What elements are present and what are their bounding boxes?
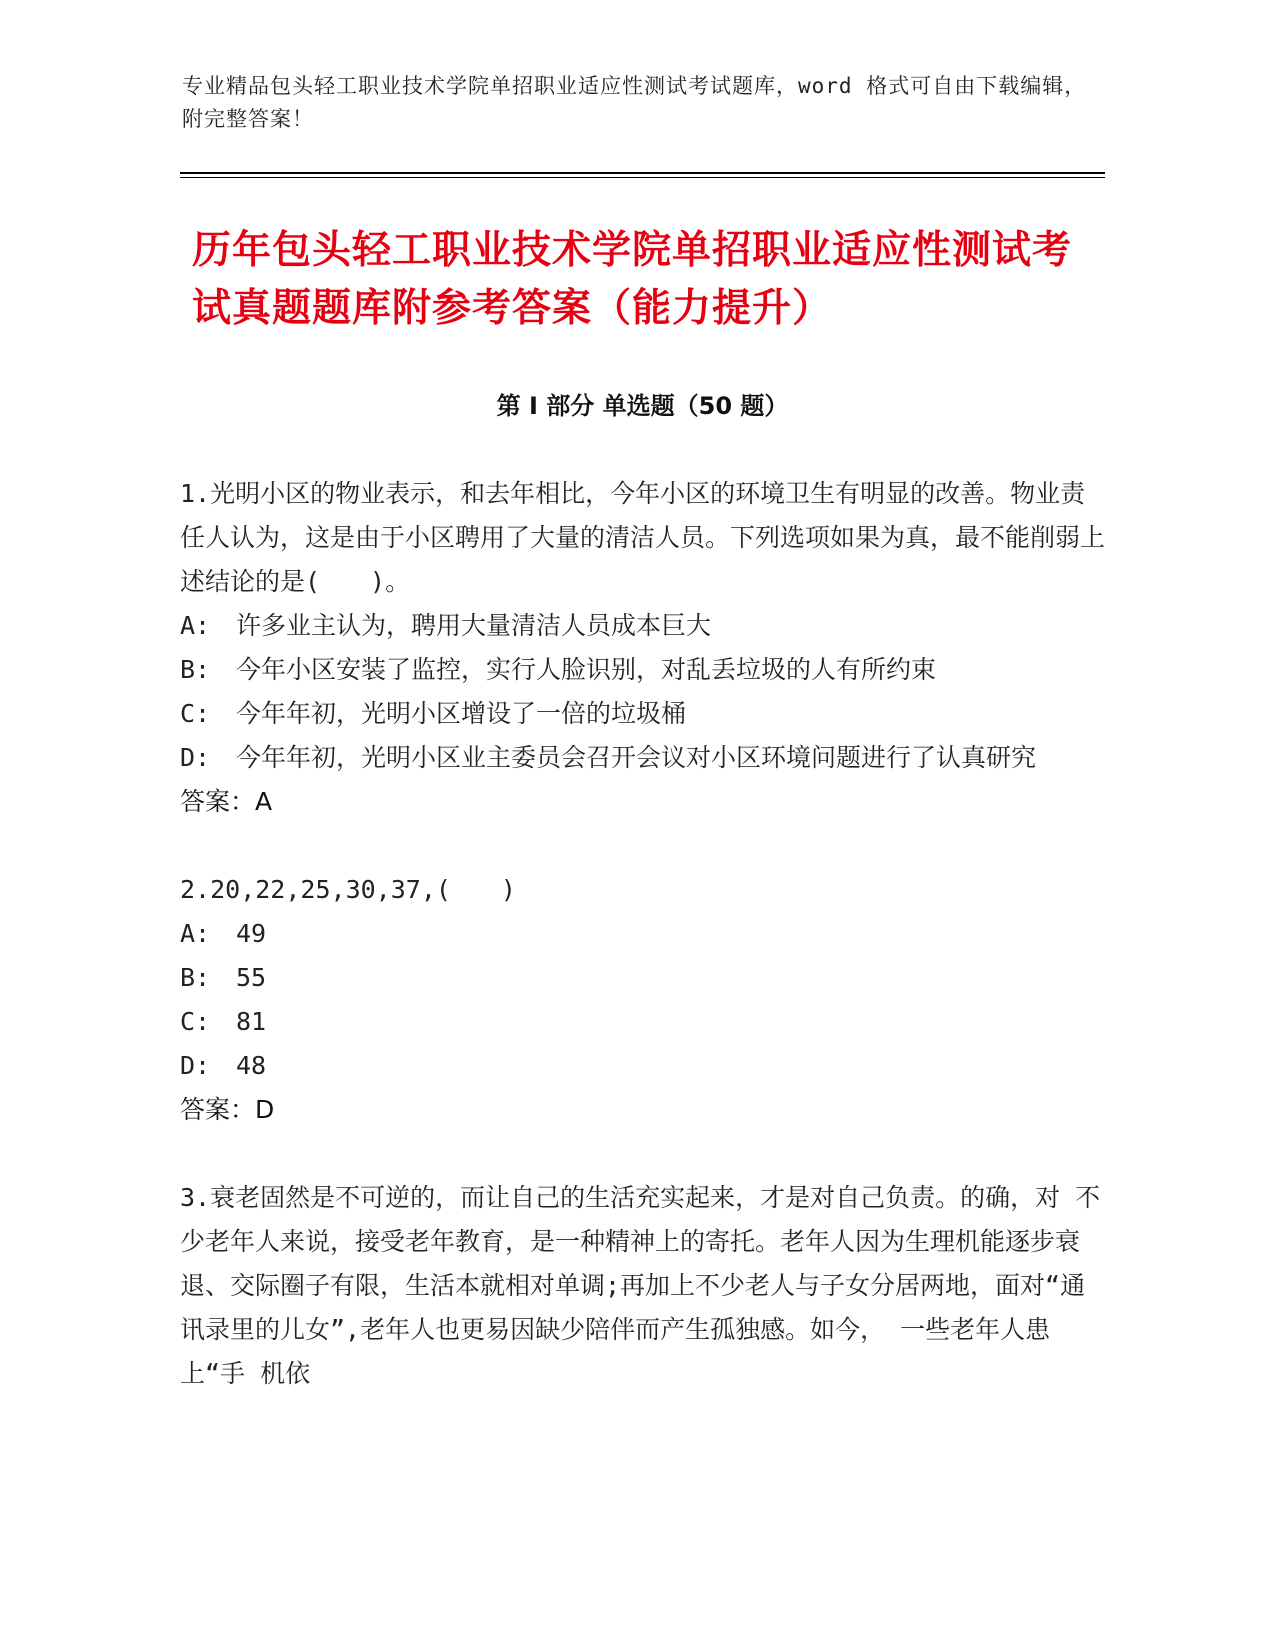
option-text: 81 [236, 1007, 267, 1036]
option-letter: C: [180, 1007, 211, 1036]
answer: 答案：D [180, 1095, 275, 1124]
option-text: 今年年初，光明小区增设了一倍的垃圾桶 [236, 699, 687, 728]
option-letter: A: [180, 919, 211, 948]
option-text: 49 [236, 919, 267, 948]
option-a [180, 604, 1105, 648]
option-b [180, 956, 1105, 1000]
question-2 [180, 868, 1105, 1132]
option-letter: D: [180, 743, 211, 772]
option-text: 48 [236, 1051, 267, 1080]
option-text: 55 [236, 963, 267, 992]
option-text: 今年小区安装了监控，实行人脸识别，对乱丢垃圾的人有所约束 [236, 655, 937, 684]
question-list [180, 472, 1105, 1396]
question-stem: 1.光明小区的物业表示，和去年相比，今年小区的环境卫生有明显的改善。物业责任人认为，这是由于小区聘用了大量的清洁人员。下列选项如果为真，最不能削弱上述结论的是( )。 [180, 479, 1106, 596]
header-divider-thin [180, 177, 1105, 178]
option-d [180, 736, 1105, 780]
option-letter: B: [180, 963, 211, 992]
option-letter: B: [180, 655, 211, 684]
option-a [180, 912, 1105, 956]
section-title: 第 I 部分 单选题（50 题） [496, 392, 789, 420]
document-page [180, 70, 1105, 1440]
option-letter: A: [180, 611, 211, 640]
option-d [180, 1044, 1105, 1088]
header-divider [180, 172, 1105, 174]
option-text: 今年年初，光明小区业主委员会召开会议对小区环境问题进行了认真研究 [236, 743, 1037, 772]
option-letter: D: [180, 1051, 211, 1080]
question-stem: 3.衰老固然是不可逆的，而让自己的生活充实起来，才是对自己负责。的确，对 不少老年人来说，接受老年教育，是一种精神上的寄托。老年人因为生理机能逐步衰 退、交际圈子有限，生活本就相对单调;再加上不少老人与子女分居两地，面对“通 讯录里的儿女”,老年人也更易因缺少陪伴而产生孤独感。如今， 一些老年人患上“手 机依 [180, 1183, 1101, 1388]
question-3 [180, 1176, 1105, 1396]
option-b [180, 648, 1105, 692]
question-1 [180, 472, 1105, 824]
option-letter: C: [180, 699, 211, 728]
option-c [180, 692, 1105, 736]
header-note: 专业精品包头轻工职业技术学院单招职业适应性测试考试题库，word 格式可自由下载编辑，附完整答案！ [182, 74, 1087, 131]
option-text: 许多业主认为，聘用大量清洁人员成本巨大 [236, 611, 712, 640]
answer: 答案：A [180, 787, 273, 816]
option-c [180, 1000, 1105, 1044]
document-title: 历年包头轻工职业技术学院单招职业适应性测试考试真题题库附参考答案（能力提升） [192, 228, 1073, 331]
question-stem: 2.20,22,25,30,37,( ) [180, 875, 516, 904]
